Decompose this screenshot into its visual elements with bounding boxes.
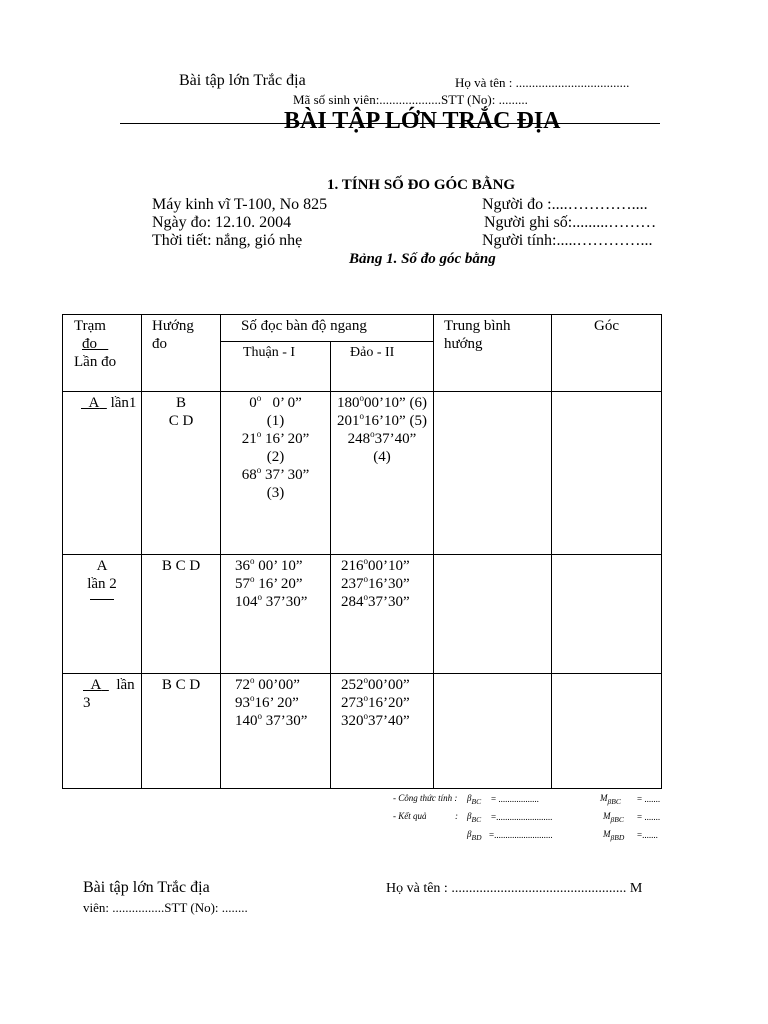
header-station-l3: Lần đo xyxy=(74,354,117,370)
r1l-deg2: 21 xyxy=(241,431,257,447)
row3-mean xyxy=(434,674,552,789)
row1-station xyxy=(63,392,142,555)
row3-station-name: A xyxy=(90,677,102,693)
m-dots-1: = ....... xyxy=(637,794,661,804)
row2-directions xyxy=(142,555,221,674)
row2-round: lần 2 xyxy=(87,576,117,592)
bc-sub: BC xyxy=(471,796,482,806)
header-angle-text: Góc xyxy=(594,318,619,334)
r2r-deg1: 216 xyxy=(341,558,364,574)
section-title: 1. TÍNH SỐ ĐO GÓC BẰNG xyxy=(327,177,516,193)
footer-name-field xyxy=(386,881,642,897)
header-face-right-text: Đảo - II xyxy=(350,345,395,360)
deg-sup: o xyxy=(363,592,368,602)
r3r-deg3: 320 xyxy=(341,713,364,729)
r3l-min2: 16’ 20” xyxy=(254,695,299,711)
r1r-deg1: 180 xyxy=(337,395,360,411)
footer-name-dots: .................................................. M xyxy=(451,881,643,896)
beta-bc-1 xyxy=(467,793,481,806)
r2l-min3: 37’30” xyxy=(265,594,308,610)
deg-sup: o xyxy=(359,393,365,403)
header-station xyxy=(63,315,142,392)
header-reading xyxy=(221,315,434,342)
r2l-min1: 00’ 10” xyxy=(258,558,303,574)
result-colon: : xyxy=(455,811,458,821)
row3-face-left xyxy=(221,674,331,789)
recorder: Người ghi số:.........……… xyxy=(484,214,657,231)
r1l-tag1: (1) xyxy=(266,413,285,429)
r3r-min2: 16’20” xyxy=(368,695,410,711)
bc-sub: BC xyxy=(611,796,621,806)
deg-sup: o xyxy=(363,556,368,566)
eq-dots-2: =......................... xyxy=(491,812,553,822)
row3-round-a: lần xyxy=(116,677,135,693)
r1l-min3: 37’ 30” xyxy=(264,467,310,483)
beta-symbol: β xyxy=(610,832,615,842)
m-symbol: M xyxy=(603,829,611,839)
header-station-l1: Trạm xyxy=(74,318,106,334)
deg-sup: o xyxy=(363,675,368,685)
header-mean xyxy=(434,315,552,392)
r1r-min1: 00’10” (6) xyxy=(364,395,427,411)
name-field xyxy=(455,75,629,91)
eq-dots-3: =.......................... xyxy=(489,830,553,840)
table-row xyxy=(63,392,662,555)
row2-station-name: A xyxy=(96,558,108,574)
result-label: - Kết quả xyxy=(393,811,427,821)
row3-round-b: 3 xyxy=(83,695,91,711)
measure-date: Ngày đo: 12.10. 2004 xyxy=(152,214,292,231)
header-face-left xyxy=(221,342,331,392)
r1l-min2: 16’ 20” xyxy=(264,431,310,447)
formula-label: - Công thức tính : xyxy=(393,793,458,803)
beta-bd xyxy=(467,829,481,842)
deg-sup: o xyxy=(257,711,262,721)
deg-sup: o xyxy=(256,429,262,439)
r1l-min1: 0’ 0” xyxy=(272,395,302,411)
row3-directions xyxy=(142,674,221,789)
header-direction xyxy=(142,315,221,392)
r1r-min2: 16’10” (5) xyxy=(364,413,427,429)
row1-station-name: A xyxy=(88,395,100,411)
bc-sub: BC xyxy=(614,814,624,824)
footer-course: Bài tập lớn Trắc địa xyxy=(83,879,210,896)
header-direction-l1: Hướng xyxy=(152,318,194,334)
deg-sup: o xyxy=(250,556,255,566)
r2l-deg1: 36 xyxy=(235,558,250,574)
instrument: Máy kinh vĩ T-100, No 825 xyxy=(152,196,328,213)
deg-sup: o xyxy=(359,411,365,421)
r3l-min1: 00’00” xyxy=(258,677,300,693)
r3l-deg3: 140 xyxy=(235,713,258,729)
deg-sup: o xyxy=(257,592,262,602)
bc-sub: BC xyxy=(471,814,482,824)
r2r-min1: 00’10” xyxy=(368,558,410,574)
row3-face-right xyxy=(331,674,434,789)
r2l-deg2: 57 xyxy=(235,576,250,592)
angle-table xyxy=(62,314,662,789)
deg-sup: o xyxy=(363,693,368,703)
row1-mean xyxy=(434,392,552,555)
row2-station xyxy=(63,555,142,674)
r3r-deg1: 252 xyxy=(341,677,364,693)
m-beta-bc-2 xyxy=(603,811,624,824)
table-caption: Bảng 1. Số đo góc bằng xyxy=(349,251,496,267)
r2r-min2: 16’30” xyxy=(368,576,410,592)
beta-symbol: β xyxy=(467,829,472,839)
deg-sup: o xyxy=(250,693,255,703)
r3r-deg2: 273 xyxy=(341,695,364,711)
row1-directions xyxy=(142,392,221,555)
r2l-deg3: 104 xyxy=(235,594,258,610)
beta-symbol: β xyxy=(467,811,472,821)
header-face-left-text: Thuận - I xyxy=(243,345,296,360)
header-reading-text: Số đọc bàn độ ngang xyxy=(241,318,367,334)
row2-angle xyxy=(552,555,662,674)
r3r-min1: 00’00” xyxy=(368,677,410,693)
row1-angle xyxy=(552,392,662,555)
bd-sub: BD xyxy=(471,832,482,842)
name-label: Họ và tên : xyxy=(455,75,513,90)
header-mean-l2: hướng xyxy=(444,336,483,352)
header-direction-l2: đo xyxy=(152,336,167,352)
deg-sup: o xyxy=(363,711,368,721)
name-dots: ................................... xyxy=(515,75,630,90)
m-symbol: M xyxy=(603,811,611,821)
beta-symbol: β xyxy=(610,814,615,824)
row2-underline xyxy=(90,599,114,600)
weather: Thời tiết: nắng, gió nhẹ xyxy=(152,232,303,249)
header-station-l2: đo xyxy=(82,336,97,352)
deg-sup: o xyxy=(370,429,375,439)
row3-angle xyxy=(552,674,662,789)
beta-bc-2 xyxy=(467,811,481,824)
row3-station xyxy=(63,674,142,789)
deg-sup: o xyxy=(250,675,255,685)
row1-face-left xyxy=(221,392,331,555)
row1-face-right xyxy=(331,392,434,555)
r2r-deg3: 284 xyxy=(341,594,364,610)
r3r-min3: 37’40” xyxy=(368,713,410,729)
deg-sup: o xyxy=(256,393,262,403)
r1l-deg3: 68 xyxy=(241,467,257,483)
row1-direction-cd: C D xyxy=(168,413,194,429)
r2r-deg2: 237 xyxy=(341,576,364,592)
header-face-right xyxy=(331,342,434,392)
r1l-tag3: (3) xyxy=(266,485,285,501)
student-id-line: Mã số sinh viên:...................STT (No): ......... xyxy=(293,92,528,107)
calculator: Người tính:.....…………... xyxy=(482,232,653,249)
beta-symbol: β xyxy=(467,793,472,803)
eq-dots-1: = .................. xyxy=(491,794,539,804)
r3l-min3: 37’30” xyxy=(265,713,308,729)
m-dots-2: = ....... xyxy=(637,812,661,822)
main-title: BÀI TẬP LỚN TRẮC ĐỊA xyxy=(284,108,561,134)
r1l-tag2: (2) xyxy=(266,449,285,465)
r1r-min3: 37’40” xyxy=(374,431,417,447)
header-mean-l1: Trung bình xyxy=(444,318,511,334)
row3-direction-bcd: B C D xyxy=(161,677,201,693)
r3l-deg1: 72 xyxy=(235,677,250,693)
measurer: Người đo :....………….... xyxy=(482,196,648,213)
table-row xyxy=(63,555,662,674)
r1r-tag: (4) xyxy=(373,449,391,465)
r1r-deg3: 248 xyxy=(347,431,371,447)
row1-round: lần1 xyxy=(110,395,137,411)
deg-sup: o xyxy=(256,465,262,475)
r3l-deg2: 93 xyxy=(235,695,250,711)
deg-sup: o xyxy=(363,574,368,584)
row2-face-left xyxy=(221,555,331,674)
row2-face-right xyxy=(331,555,434,674)
table-row xyxy=(63,674,662,789)
deg-sup: o xyxy=(250,574,255,584)
m-dots-3: =....... xyxy=(637,830,658,840)
row2-direction-bcd: B C D xyxy=(161,558,201,574)
r2r-min3: 37’30” xyxy=(368,594,410,610)
m-symbol: M xyxy=(600,793,608,803)
course-title: Bài tập lớn Trắc địa xyxy=(179,72,306,89)
r1r-deg2: 201 xyxy=(337,413,360,429)
row2-mean xyxy=(434,555,552,674)
bd-sub: BD xyxy=(614,832,625,842)
footer-name-label: Họ và tên : xyxy=(386,881,448,896)
m-beta-bc-1 xyxy=(600,793,621,806)
r2l-min2: 16’ 20” xyxy=(258,576,303,592)
header-angle xyxy=(552,315,662,392)
r1l-deg1: 0 xyxy=(249,395,257,411)
beta-symbol: β xyxy=(607,796,612,806)
row1-direction-b: B xyxy=(175,395,186,411)
footer-student-id: viên: ................STT (No): ........ xyxy=(83,900,248,915)
m-beta-bd xyxy=(603,829,624,842)
